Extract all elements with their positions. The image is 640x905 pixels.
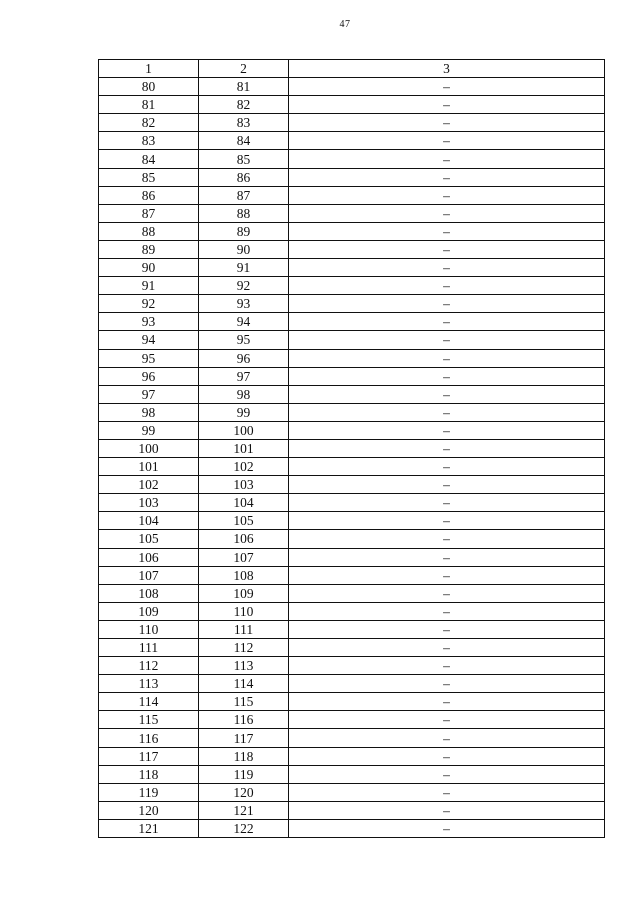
table-cell-col-1: 120 [99,801,199,819]
table-cell-col-1: 106 [99,548,199,566]
table-cell-col-3: – [289,512,605,530]
table-row [99,512,605,530]
table-row [99,584,605,602]
table-cell-col-1: 111 [99,639,199,657]
table-row [99,657,605,675]
table-row [99,403,605,421]
table-cell-col-1: 118 [99,765,199,783]
table-row [99,349,605,367]
table-cell-col-1: 86 [99,186,199,204]
table-row [99,204,605,222]
table-cell-col-2: 112 [199,639,289,657]
table-cell-col-1: 85 [99,168,199,186]
table-row [99,439,605,457]
table-cell-col-2: 106 [199,530,289,548]
table-cell-col-1: 112 [99,657,199,675]
table-cell-col-1: 83 [99,132,199,150]
table-cell-col-3: – [289,204,605,222]
table-cell-col-1: 102 [99,476,199,494]
table-cell-col-1: 99 [99,421,199,439]
table-cell-col-3: – [289,331,605,349]
table-cell-col-1: 119 [99,783,199,801]
table-cell-col-2: 102 [199,458,289,476]
table-cell-col-2: 97 [199,367,289,385]
table-cell-col-2: 93 [199,295,289,313]
table-cell-col-1: 94 [99,331,199,349]
table-cell-col-2: 114 [199,675,289,693]
table-row [99,729,605,747]
column-header-1: 1 [99,60,199,78]
table-cell-col-2: 104 [199,494,289,512]
table-cell-col-3: – [289,693,605,711]
table-cell-col-1: 103 [99,494,199,512]
table-cell-col-2: 95 [199,331,289,349]
table-cell-col-3: – [289,639,605,657]
table-cell-col-2: 99 [199,403,289,421]
table-cell-col-2: 121 [199,801,289,819]
table-cell-col-3: – [289,439,605,457]
table-cell-col-1: 97 [99,385,199,403]
table-cell-col-3: – [289,78,605,96]
table-cell-col-3: – [289,765,605,783]
table-row [99,458,605,476]
table-cell-col-3: – [289,349,605,367]
table-cell-col-1: 92 [99,295,199,313]
table-cell-col-3: – [289,747,605,765]
table-row [99,222,605,240]
table-cell-col-1: 115 [99,711,199,729]
table-cell-col-3: – [289,801,605,819]
table-cell-col-1: 117 [99,747,199,765]
table-row [99,693,605,711]
table-row [99,548,605,566]
table-row [99,476,605,494]
table-row [99,114,605,132]
table-cell-col-3: – [289,657,605,675]
table-cell-col-1: 114 [99,693,199,711]
table-cell-col-1: 82 [99,114,199,132]
table-row [99,150,605,168]
table-cell-col-2: 107 [199,548,289,566]
table-cell-col-3: – [289,458,605,476]
table-cell-col-1: 96 [99,367,199,385]
table-cell-col-2: 85 [199,150,289,168]
table-cell-col-1: 104 [99,512,199,530]
table-cell-col-3: – [289,222,605,240]
table-cell-col-2: 103 [199,476,289,494]
table-cell-col-2: 84 [199,132,289,150]
table-cell-col-2: 92 [199,277,289,295]
table-cell-col-2: 111 [199,620,289,638]
table-row [99,313,605,331]
table-cell-col-1: 91 [99,277,199,295]
table-cell-col-2: 105 [199,512,289,530]
table-cell-col-2: 101 [199,439,289,457]
table-row [99,186,605,204]
table-row [99,367,605,385]
table-row [99,331,605,349]
table-cell-col-2: 90 [199,240,289,258]
table-cell-col-3: – [289,819,605,837]
table-cell-col-3: – [289,476,605,494]
table-row [99,494,605,512]
table-row [99,639,605,657]
table-cell-col-1: 113 [99,675,199,693]
table-cell-col-1: 100 [99,439,199,457]
table-row [99,530,605,548]
table-row [99,675,605,693]
table-row [99,277,605,295]
table-row [99,240,605,258]
table-cell-col-2: 110 [199,602,289,620]
table-cell-col-1: 95 [99,349,199,367]
table-row [99,711,605,729]
table-cell-col-1: 93 [99,313,199,331]
table-cell-col-2: 89 [199,222,289,240]
table-row [99,385,605,403]
table-row [99,765,605,783]
table-cell-col-1: 87 [99,204,199,222]
table-cell-col-1: 84 [99,150,199,168]
table-row [99,295,605,313]
table-cell-col-1: 105 [99,530,199,548]
column-header-3: 3 [289,60,605,78]
table-cell-col-2: 86 [199,168,289,186]
table-cell-col-3: – [289,675,605,693]
table-cell-col-3: – [289,240,605,258]
table-cell-col-3: – [289,403,605,421]
table-cell-col-3: – [289,186,605,204]
table-cell-col-1: 88 [99,222,199,240]
table-row [99,566,605,584]
table-cell-col-3: – [289,295,605,313]
table-body [99,78,605,838]
column-header-2: 2 [199,60,289,78]
table-cell-col-2: 88 [199,204,289,222]
table-cell-col-2: 94 [199,313,289,331]
table-cell-col-2: 120 [199,783,289,801]
table-cell-col-2: 108 [199,566,289,584]
table-cell-col-2: 115 [199,693,289,711]
table-row [99,801,605,819]
table-cell-col-3: – [289,259,605,277]
table-cell-col-2: 91 [199,259,289,277]
table-cell-col-2: 100 [199,421,289,439]
table-cell-col-3: – [289,602,605,620]
table-cell-col-2: 116 [199,711,289,729]
table-cell-col-3: – [289,385,605,403]
table-row [99,259,605,277]
data-table [98,59,605,838]
table-cell-col-2: 81 [199,78,289,96]
table-cell-col-3: – [289,367,605,385]
table-cell-col-3: – [289,96,605,114]
table-cell-col-3: – [289,150,605,168]
table-cell-col-3: – [289,620,605,638]
table-cell-col-2: 82 [199,96,289,114]
table-cell-col-1: 81 [99,96,199,114]
table-cell-col-1: 108 [99,584,199,602]
table-cell-col-3: – [289,494,605,512]
table-cell-col-3: – [289,729,605,747]
table-row [99,747,605,765]
table-cell-col-1: 80 [99,78,199,96]
table-cell-col-2: 83 [199,114,289,132]
table-cell-col-1: 98 [99,403,199,421]
table-cell-col-2: 87 [199,186,289,204]
table-row [99,78,605,96]
table-cell-col-1: 90 [99,259,199,277]
table-row [99,620,605,638]
table-row [99,168,605,186]
table-cell-col-1: 107 [99,566,199,584]
table-cell-col-2: 122 [199,819,289,837]
table-row [99,96,605,114]
table-cell-col-2: 109 [199,584,289,602]
table-cell-col-3: – [289,711,605,729]
table-cell-col-3: – [289,783,605,801]
table-cell-col-3: – [289,114,605,132]
table-cell-col-2: 113 [199,657,289,675]
table-cell-col-2: 119 [199,765,289,783]
table-cell-col-3: – [289,132,605,150]
table-cell-col-3: – [289,277,605,295]
table-row [99,819,605,837]
table-row [99,421,605,439]
table-cell-col-2: 118 [199,747,289,765]
table-cell-col-1: 89 [99,240,199,258]
table-cell-col-1: 116 [99,729,199,747]
table-cell-col-1: 121 [99,819,199,837]
table-row [99,602,605,620]
table-cell-col-1: 110 [99,620,199,638]
table-cell-col-3: – [289,168,605,186]
table-cell-col-2: 96 [199,349,289,367]
table-cell-col-3: – [289,548,605,566]
table-row [99,132,605,150]
page-number: 47 [339,19,351,30]
table-cell-col-3: – [289,584,605,602]
table-cell-col-3: – [289,421,605,439]
table-cell-col-3: – [289,566,605,584]
table-cell-col-3: – [289,530,605,548]
table-cell-col-2: 98 [199,385,289,403]
table-header-row [99,60,605,78]
table-cell-col-1: 101 [99,458,199,476]
table-cell-col-2: 117 [199,729,289,747]
table-row [99,783,605,801]
table-cell-col-1: 109 [99,602,199,620]
table-cell-col-3: – [289,313,605,331]
